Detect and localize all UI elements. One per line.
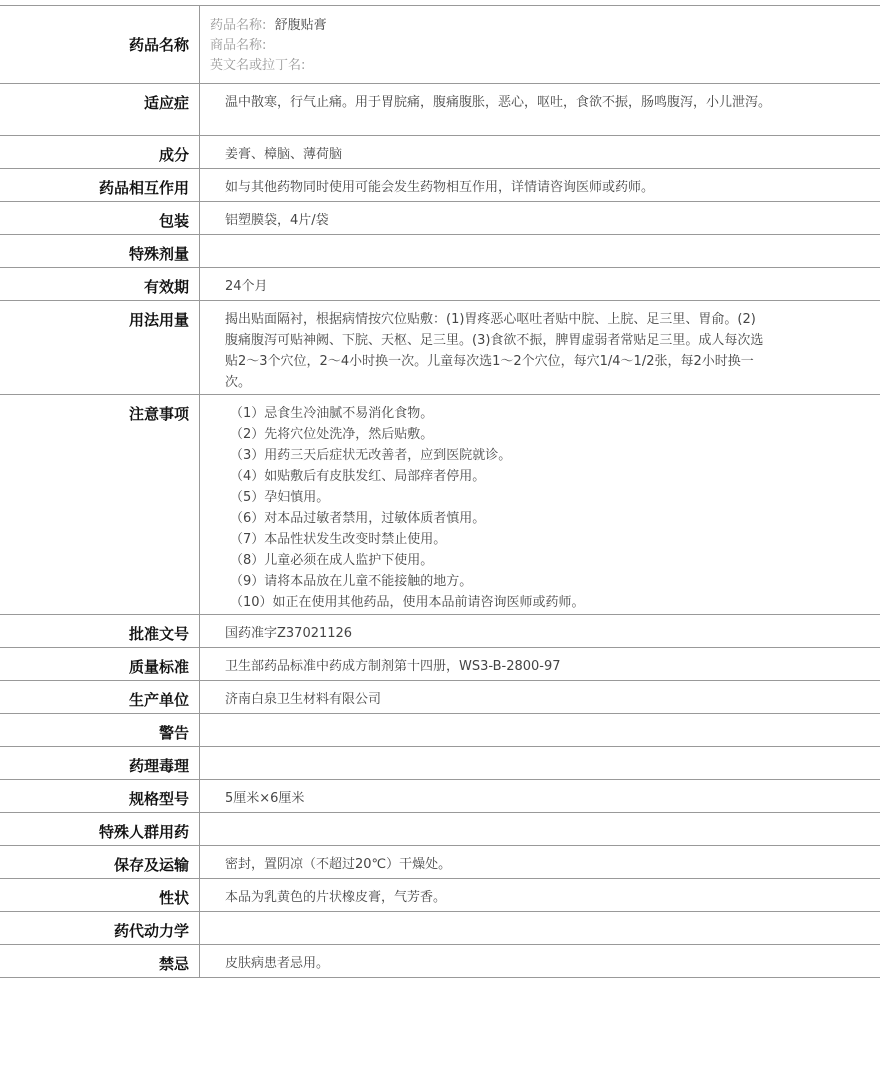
special-groups-label: 特殊人群用药	[0, 813, 200, 845]
interactions-label: 药品相互作用	[0, 169, 200, 201]
validity-label: 有效期	[0, 268, 200, 300]
row-drug-name	[0, 6, 880, 84]
manufacturer-value: 济南白泉卫生材料有限公司	[225, 692, 382, 707]
precaution-item: （4）如贴敷后有皮肤发红、局部痒者停用。	[230, 469, 486, 484]
row-package	[0, 202, 880, 235]
toxicology-value	[200, 747, 880, 779]
indication-value: 温中散寒，行气止痛。用于胃脘痛，腹痛腹胀，恶心，呕吐，食欲不振，肠鸣腹泻，小儿泄泻。	[225, 95, 772, 110]
row-approval	[0, 615, 880, 648]
precaution-item: （5）孕妇慎用。	[230, 490, 330, 505]
precaution-item: （6）对本品过敏者禁用，过敏体质者慎用。	[230, 511, 486, 526]
precaution-item: （8）儿童必须在成人监护下使用。	[230, 553, 434, 568]
special-dose-label: 特殊剂量	[0, 235, 200, 267]
interactions-value: 如与其他药物同时使用可能会发生药物相互作用，详情请咨询医师或药师。	[225, 180, 655, 195]
precaution-item: （10）如正在使用其他药品，使用本品前请咨询医师或药师。	[230, 595, 585, 610]
row-spec	[0, 780, 880, 813]
row-standard	[0, 648, 880, 681]
appearance-label: 性状	[0, 879, 200, 911]
pharmacokinetics-label: 药代动力学	[0, 912, 200, 944]
precautions-label: 注意事项	[0, 395, 200, 614]
manufacturer-label: 生产单位	[0, 681, 200, 713]
row-special-groups	[0, 813, 880, 846]
warning-value	[200, 714, 880, 746]
usage-value: 揭出贴面隔衬，根据病情按穴位贴敷：(1)胃疼恶心呕吐者贴中脘、上脘、足三里、胃俞。(2)腹痛腹泻可贴神阙、下脘、天枢、足三里。(3)食欲不振，脾胃虚弱者常贴足三里。成人每次选贴2～3个穴位，2～4小时换一次。儿童每次选1～2个穴位，每穴1/4～1/2张，每2小时换一次。	[225, 312, 764, 390]
precaution-item: （2）先将穴位处洗净，然后贴敷。	[230, 427, 434, 442]
row-interactions	[0, 169, 880, 202]
trade-name-caption: 商品名称:	[210, 38, 267, 53]
row-appearance	[0, 879, 880, 912]
row-storage	[0, 846, 880, 879]
precaution-item: （9）请将本品放在儿童不能接触的地方。	[230, 574, 473, 589]
toxicology-label: 药理毒理	[0, 747, 200, 779]
pharmacokinetics-value	[200, 912, 880, 944]
storage-label: 保存及运输	[0, 846, 200, 878]
approval-value: 国药准字Z37021126	[225, 626, 353, 641]
drug-name-label: 药品名称	[0, 6, 200, 83]
spec-label: 规格型号	[0, 780, 200, 812]
row-contraindications	[0, 945, 880, 978]
ingredients-label: 成分	[0, 136, 200, 168]
row-special-dose	[0, 235, 880, 268]
ingredients-value: 姜膏、樟脑、薄荷脑	[225, 147, 343, 162]
row-toxicology	[0, 747, 880, 780]
special-groups-value	[200, 813, 880, 845]
drug-info-table	[0, 5, 880, 978]
approval-label: 批准文号	[0, 615, 200, 647]
usage-label: 用法用量	[0, 301, 200, 394]
precaution-item: （1）忌食生冷油腻不易消化食物。	[230, 406, 434, 421]
row-precautions	[0, 395, 880, 615]
package-label: 包装	[0, 202, 200, 234]
storage-value: 密封，置阴凉（不超过20℃）干燥处。	[225, 857, 452, 872]
row-indication	[0, 84, 880, 136]
standard-label: 质量标准	[0, 648, 200, 680]
special-dose-value	[200, 235, 880, 267]
standard-value: 卫生部药品标准中药成方制剂第十四册，WS3-B-2800-97	[225, 659, 561, 674]
indication-label: 适应症	[0, 84, 200, 135]
precaution-item: （3）用药三天后症状无改善者，应到医院就诊。	[230, 448, 512, 463]
contraindications-label: 禁忌	[0, 945, 200, 977]
precautions-list	[200, 395, 880, 614]
warning-label: 警告	[0, 714, 200, 746]
spec-value: 5厘米×6厘米	[225, 791, 305, 806]
row-ingredients	[0, 136, 880, 169]
row-warning	[0, 714, 880, 747]
row-pharmacokinetics	[0, 912, 880, 945]
english-name-caption: 英文名或拉丁名:	[210, 58, 306, 73]
package-value: 铝塑膜袋，4片/袋	[225, 213, 329, 228]
validity-value: 24个月	[225, 279, 268, 294]
precaution-item: （7）本品性状发生改变时禁止使用。	[230, 532, 447, 547]
generic-name-value: 舒腹贴膏	[274, 18, 327, 33]
row-validity	[0, 268, 880, 301]
row-manufacturer	[0, 681, 880, 714]
contraindications-value: 皮肤病患者忌用。	[225, 956, 330, 971]
row-usage	[0, 301, 880, 395]
drug-name-values	[200, 6, 880, 83]
appearance-value: 本品为乳黄色的片状橡皮膏，气芳香。	[225, 890, 447, 905]
generic-name-caption: 药品名称:	[210, 18, 267, 33]
